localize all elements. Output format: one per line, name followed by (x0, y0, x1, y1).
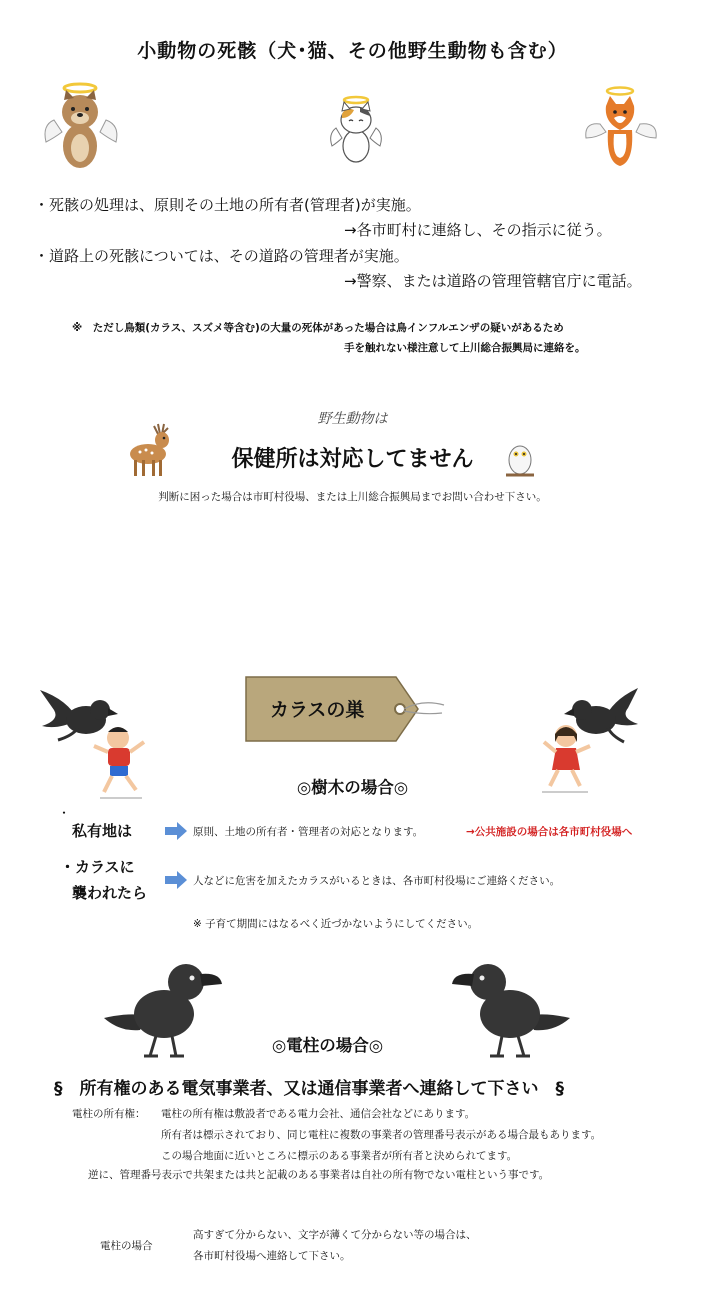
pole-owner-line3: この場合地面に近いところに標示のある事業者が所有者と決められてます。 (161, 1150, 518, 1162)
pole-case-label: 電柱の場合 (100, 1240, 153, 1252)
page-title: 小動物の死骸（犬･猫、その他野生動物も含む） (137, 40, 568, 62)
angel-fox-illustration (584, 84, 658, 170)
angel-cat-illustration (328, 94, 384, 166)
bullet-mark: ・ (58, 806, 71, 820)
disposal-item-landowner: ・死骸の処理は、原則その土地の所有者(管理者)が実施。 (34, 196, 421, 214)
tree-case-heading: ◎樹木の場合◎ (296, 778, 409, 797)
public-facility-note: →公共施設の場合は各市町村役場へ (466, 826, 633, 838)
crow-attack-label-line2: 襲われたら (72, 884, 148, 902)
bird-flu-note-line1: ※ ただし鳥類(カラス、スズメ等含む)の大量の死体があった場合は鳥インフルエンザの疑いがあるため (72, 322, 564, 334)
bird-flu-note-line2: 手を触れない様注意して上川総合振興局に連絡を。 (344, 342, 586, 354)
pole-owner-label: 電柱の所有権： (72, 1108, 146, 1120)
wildlife-headline: 保健所は対応してません (231, 447, 474, 472)
crow-attack-text: 人などに危害を加えたカラスがいるときは、各市町村役場にご連絡ください。 (193, 875, 561, 887)
arrow-right-icon (165, 822, 187, 840)
private-land-label: 私有地は (72, 822, 133, 840)
nest-tag-illustration (246, 675, 446, 743)
private-land-text: 原則、土地の所有者・管理者の対応となります。 (193, 826, 424, 838)
pole-contact-instruction: § 所有権のある電気事業者、又は通信事業者へ連絡して下さい § (54, 1079, 564, 1099)
pole-owner-line2: 所有者は標示されており、同じ電柱に複数の事業者の管理番号表示がある場合最もあります。 (161, 1129, 602, 1141)
breeding-season-note: ※ 子育て期間にはなるべく近づかないようにしてください。 (193, 918, 479, 930)
pole-owner-line1: 電柱の所有権は敷設者である電力会社、通信会社などにあります。 (161, 1108, 476, 1120)
crow-attack-label-line1: ・カラスに (60, 858, 135, 876)
pole-case-line2: 各市町村役場へ連絡して下さい。 (193, 1250, 351, 1262)
owl-illustration (502, 440, 538, 478)
angel-dog-illustration (42, 80, 122, 172)
disposal-item-road-action: →警察、または道路の管理管轄官庁に電話。 (344, 272, 642, 290)
wildlife-label: 野生動物は (317, 411, 388, 427)
wildlife-contact-note: 判断に困った場合は市町村役場、または上川総合振興局までお問い合わせ下さい。 (158, 491, 547, 503)
pole-owner-line4: 逆に、管理番号表示で共架または共と記載のある事業者は自社の所有物でない電柱という事です。 (88, 1169, 550, 1181)
nest-tag-label: カラスの巣 (270, 699, 365, 721)
pole-case-heading: ◎電柱の場合◎ (271, 1036, 384, 1055)
disposal-item-road: ・道路上の死骸については、その道路の管理者が実施。 (34, 247, 409, 265)
disposal-item-landowner-action: →各市町村に連絡し、その指示に従う。 (344, 221, 612, 239)
arrow-right-icon (165, 871, 187, 889)
pole-case-line1: 高すぎて分からない、文字が薄くて分からない等の場合は、 (193, 1229, 477, 1241)
